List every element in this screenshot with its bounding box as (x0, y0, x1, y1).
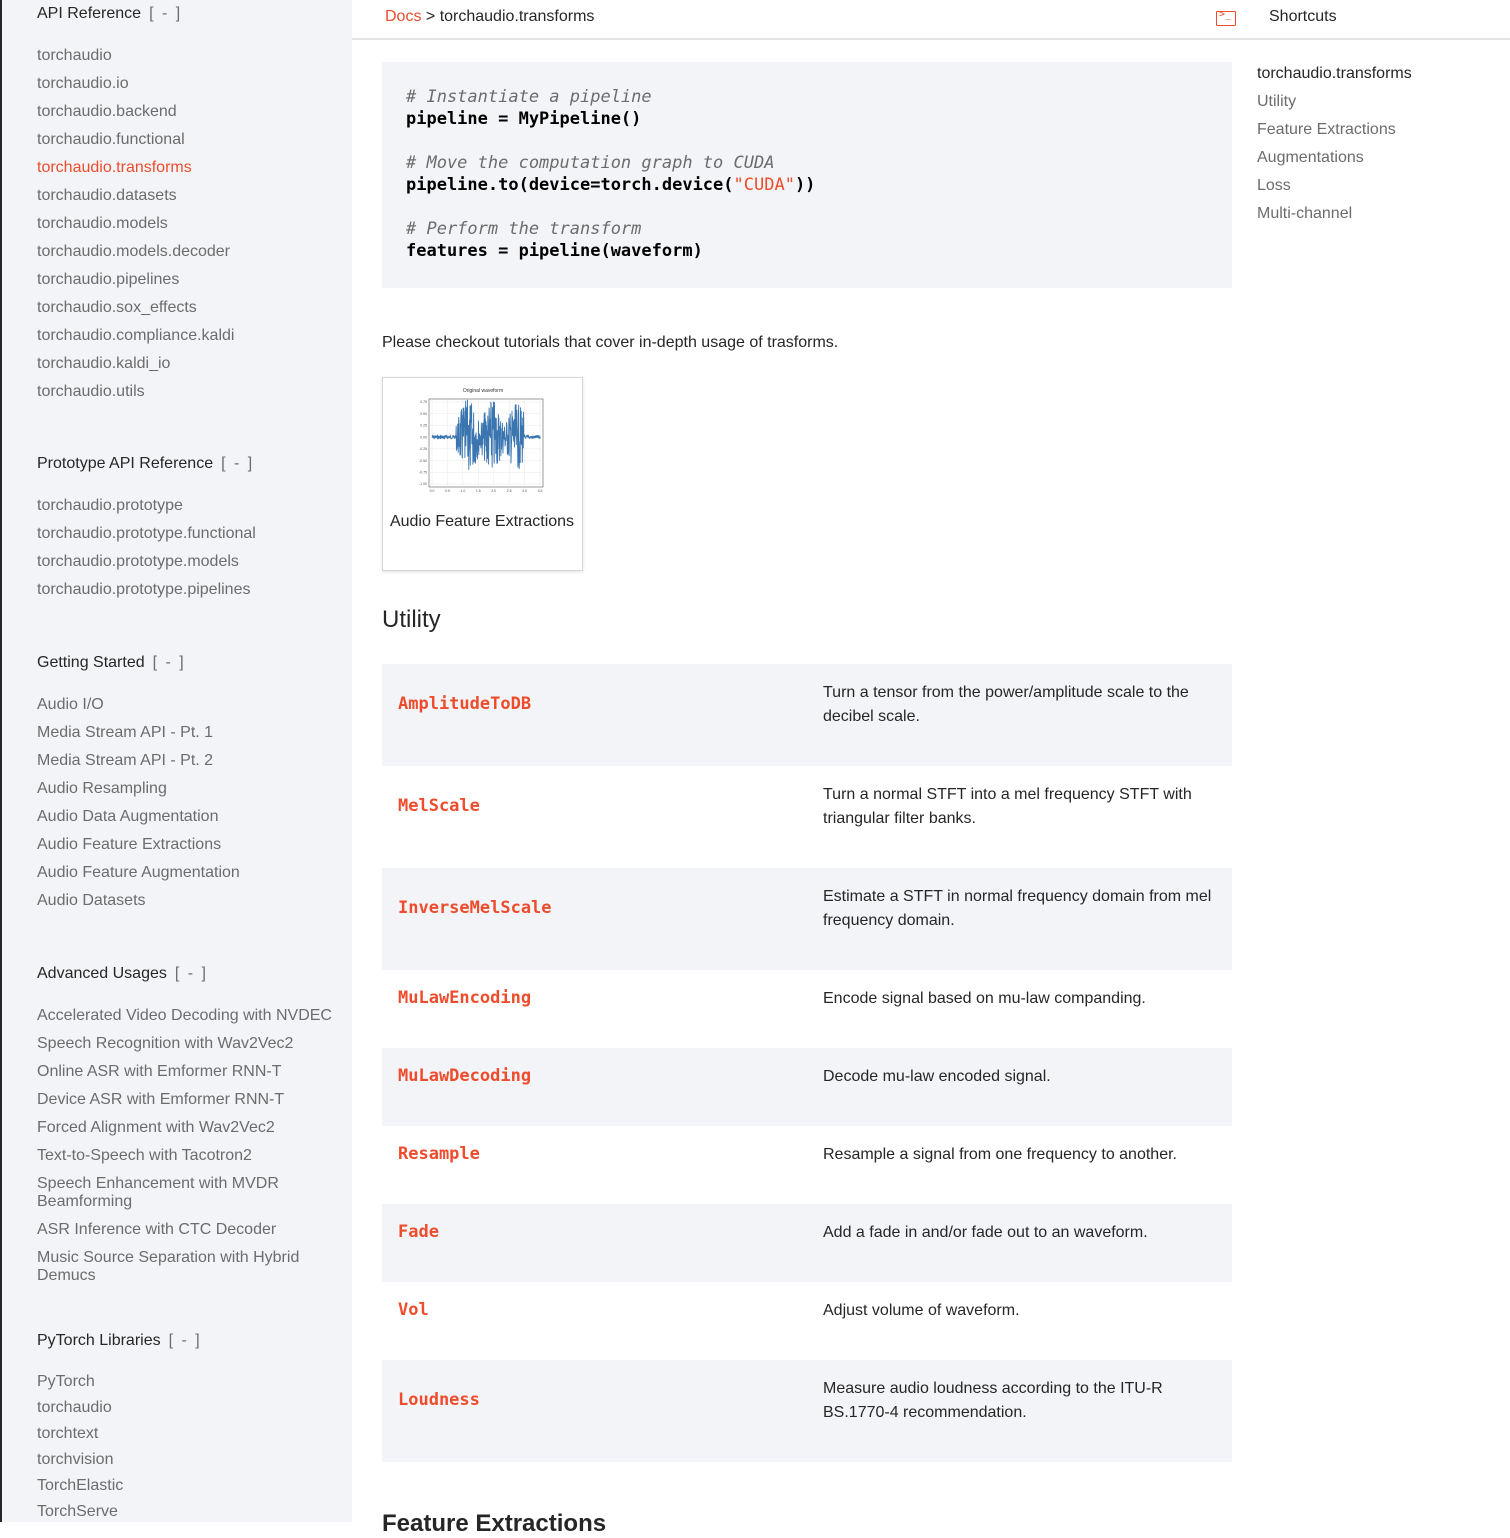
y-tick-label: -0.25 (419, 447, 427, 452)
sidebar-caption: Prototype API Reference (37, 455, 214, 472)
sidebar (0, 0, 352, 1522)
api-description: Estimate a STFT in normal frequency domain from mel frequency domain. (823, 888, 1212, 929)
sidebar-item[interactable]: torchaudio.backend (37, 103, 177, 120)
collapse-toggle[interactable]: [ - ] (149, 5, 183, 22)
sidebar-item[interactable]: Text-to-Speech with Tacotron2 (37, 1147, 252, 1164)
thumbnail-title: Original waveform (462, 388, 504, 394)
toc-item[interactable]: Utility (1257, 93, 1297, 110)
sidebar-item[interactable]: torchtext (37, 1425, 99, 1442)
collapse-toggle[interactable]: [ - ] (152, 654, 186, 671)
sidebar-item[interactable]: torchaudio.prototype (37, 497, 183, 514)
breadcrumb-current: torchaudio.transforms (439, 8, 595, 25)
sidebar-item[interactable]: Audio Data Augmentation (37, 808, 219, 825)
sidebar-list (37, 691, 240, 915)
sidebar-item[interactable]: Media Stream API - Pt. 2 (37, 752, 214, 769)
sidebar-list (37, 1002, 332, 1290)
terminal-icon[interactable] (1216, 11, 1236, 26)
x-tick-label: 0.5 (444, 489, 450, 493)
y-tick-label: -0.50 (419, 458, 427, 463)
sidebar-item[interactable]: torchvision (37, 1451, 114, 1468)
tutorial-card[interactable] (382, 377, 583, 571)
sidebar-item[interactable]: TorchElastic (37, 1477, 124, 1494)
x-tick-labels (430, 489, 543, 493)
sidebar-item[interactable]: torchaudio.pipelines (37, 271, 180, 288)
collapse-toggle[interactable]: [ - ] (221, 455, 255, 472)
code-line: pipeline.to(device=torch.device("CUDA")) (406, 175, 816, 195)
api-description: Adjust volume of waveform. (823, 1302, 1020, 1319)
collapse-toggle[interactable]: [ - ] (174, 965, 208, 982)
sidebar-caption: Advanced Usages (37, 965, 167, 982)
api-description: Encode signal based on mu-law companding. (823, 990, 1146, 1007)
table-row (382, 1282, 1232, 1360)
table-row (382, 1360, 1232, 1462)
sidebar-section-pytorch-libraries (37, 1327, 202, 1525)
breadcrumb-separator: > (421, 8, 440, 25)
api-description: Turn a normal STFT into a mel frequency STFT with triangular filter banks. (823, 786, 1192, 827)
y-tick-label: -0.75 (419, 470, 427, 475)
api-description: Decode mu-law encoded signal. (823, 1068, 1051, 1085)
code-comment: # Perform the transform (406, 219, 642, 239)
sidebar-item[interactable]: torchaudio.io (37, 75, 129, 92)
table-row (382, 868, 1232, 970)
sidebar-item-active[interactable]: torchaudio.transforms (37, 159, 192, 176)
sidebar-caption: API Reference (37, 5, 142, 22)
sidebar-item[interactable]: torchaudio (37, 1399, 112, 1416)
sidebar-item[interactable]: Audio Datasets (37, 892, 146, 909)
toc-item[interactable]: Augmentations (1257, 149, 1364, 166)
sidebar-list (37, 42, 234, 406)
sidebar-item[interactable]: Media Stream API - Pt. 1 (37, 724, 214, 741)
api-description: Measure audio loudness according to the ITU-R BS.1770-4 recommendation. (823, 1380, 1163, 1421)
sidebar-list (37, 1369, 202, 1525)
x-tick-label: 2.0 (491, 489, 497, 493)
sidebar-item[interactable]: Forced Alignment with Wav2Vec2 (37, 1119, 275, 1136)
api-link[interactable]: AmplitudeToDB (398, 694, 532, 714)
toc-item[interactable]: Feature Extractions (1257, 121, 1396, 138)
sidebar-section-prototype-api (37, 450, 256, 604)
sidebar-item[interactable]: torchaudio.models (37, 215, 168, 232)
code-line: features = pipeline(waveform) (406, 241, 703, 261)
table-row (382, 1204, 1232, 1282)
tutorial-card-title[interactable]: Audio Feature Extractions (389, 513, 575, 530)
section-heading-feature-extractions: Feature Extractions (382, 1510, 607, 1537)
sidebar-item[interactable]: ASR Inference with CTC Decoder (37, 1221, 277, 1238)
table-row (382, 970, 1232, 1048)
sidebar-item[interactable]: torchaudio.kaldi_io (37, 355, 171, 372)
sidebar-item[interactable]: Audio I/O (37, 696, 104, 713)
waveform-thumbnail (407, 386, 557, 504)
x-tick-label: 1.0 (460, 489, 466, 493)
toc-item[interactable]: Loss (1257, 177, 1291, 194)
sidebar-section-advanced-usages (37, 960, 332, 1290)
api-link[interactable]: InverseMelScale (398, 898, 552, 918)
api-description: Turn a tensor from the power/amplitude scale to the decibel scale. (823, 684, 1189, 725)
api-link[interactable]: Vol (398, 1300, 429, 1320)
y-tick-labels (419, 400, 427, 486)
sidebar-item[interactable]: TorchServe (37, 1503, 118, 1520)
breadcrumb (385, 8, 594, 26)
section-heading-utility: Utility (382, 606, 441, 633)
code-comment: # Move the computation graph to CUDA (406, 153, 775, 173)
sidebar-item[interactable]: torchaudio.prototype.models (37, 553, 239, 570)
api-link[interactable]: Fade (398, 1222, 439, 1242)
y-tick-label: 0.75 (420, 400, 427, 405)
api-link[interactable]: MelScale (398, 796, 480, 816)
toc-item[interactable]: torchaudio.transforms (1257, 65, 1412, 82)
sidebar-item[interactable]: torchaudio.prototype.pipelines (37, 581, 251, 598)
sidebar-item[interactable]: Audio Resampling (37, 780, 167, 797)
page-toc (1257, 60, 1412, 228)
intro-paragraph: Please checkout tutorials that cover in-depth usage of trasforms. (382, 334, 839, 351)
sidebar-item[interactable]: Accelerated Video Decoding with NVDEC (37, 1007, 332, 1024)
y-tick-label: 0.25 (420, 423, 427, 428)
api-link[interactable]: MuLawEncoding (398, 988, 532, 1008)
api-description: Resample a signal from one frequency to another. (823, 1146, 1177, 1163)
api-description: Add a fade in and/or fade out to an waveform. (823, 1224, 1148, 1241)
api-link[interactable]: Loudness (398, 1390, 480, 1410)
sidebar-caption: PyTorch Libraries (37, 1332, 161, 1349)
sidebar-caption: Getting Started (37, 654, 145, 671)
api-link[interactable]: MuLawDecoding (398, 1066, 532, 1086)
sidebar-item[interactable]: Online ASR with Emformer RNN-T (37, 1063, 282, 1080)
sidebar-item[interactable]: Audio Feature Augmentation (37, 864, 240, 881)
sidebar-list (37, 492, 256, 604)
sidebar-item[interactable]: torchaudio.compliance.kaldi (37, 327, 235, 344)
breadcrumb-docs-link[interactable]: Docs (385, 8, 422, 25)
top-bar (352, 0, 1510, 40)
sidebar-item[interactable]: torchaudio.sox_effects (37, 299, 197, 316)
sidebar-item[interactable]: torchaudio (37, 47, 112, 64)
api-link[interactable]: Resample (398, 1144, 480, 1164)
table-row (382, 664, 1232, 766)
x-tick-label: 3.5 (537, 489, 543, 493)
code-line: pipeline = MyPipeline() (406, 109, 642, 129)
code-comment: # Instantiate a pipeline (406, 87, 652, 107)
y-tick-label: -1.00 (419, 482, 427, 487)
main-content (382, 62, 1232, 1537)
x-tick-label: 2.5 (506, 489, 512, 493)
sidebar-item[interactable]: torchaudio.datasets (37, 187, 177, 204)
sidebar-item[interactable]: torchaudio.functional (37, 131, 185, 148)
y-tick-label: 0.50 (420, 411, 427, 416)
sidebar-item[interactable]: Device ASR with Emformer RNN-T (37, 1091, 285, 1108)
sidebar-item[interactable]: PyTorch (37, 1373, 95, 1390)
table-row (382, 1126, 1232, 1204)
sidebar-item[interactable]: Speech Recognition with Wav2Vec2 (37, 1035, 294, 1052)
sidebar-item[interactable]: Speech Enhancement with MVDR Beamforming (37, 1175, 279, 1210)
collapse-toggle[interactable]: [ - ] (168, 1332, 202, 1349)
sidebar-item[interactable]: Audio Feature Extractions (37, 836, 222, 853)
x-tick-label: 3.0 (522, 489, 528, 493)
code-block (382, 62, 1232, 288)
sidebar-item[interactable]: torchaudio.utils (37, 383, 145, 400)
sidebar-item[interactable]: torchaudio.models.decoder (37, 243, 231, 260)
toc-item[interactable]: Multi-channel (1257, 205, 1353, 222)
sidebar-item[interactable]: torchaudio.prototype.functional (37, 525, 256, 542)
sidebar-section-getting-started (37, 649, 240, 915)
utility-table (382, 664, 1232, 1462)
x-tick-label: 0.0 (429, 489, 435, 493)
table-row (382, 1048, 1232, 1126)
table-row (382, 766, 1232, 868)
sidebar-section-api-reference (37, 0, 234, 406)
shortcuts-title: Shortcuts (1269, 8, 1337, 25)
code-string: "CUDA" (733, 175, 795, 195)
x-tick-label: 1.5 (475, 489, 481, 493)
y-tick-label: 0.00 (420, 435, 427, 440)
sidebar-item[interactable]: Music Source Separation with Hybrid Demucs (37, 1249, 300, 1284)
terminal-icon-glyph: >_ (1219, 9, 1232, 20)
